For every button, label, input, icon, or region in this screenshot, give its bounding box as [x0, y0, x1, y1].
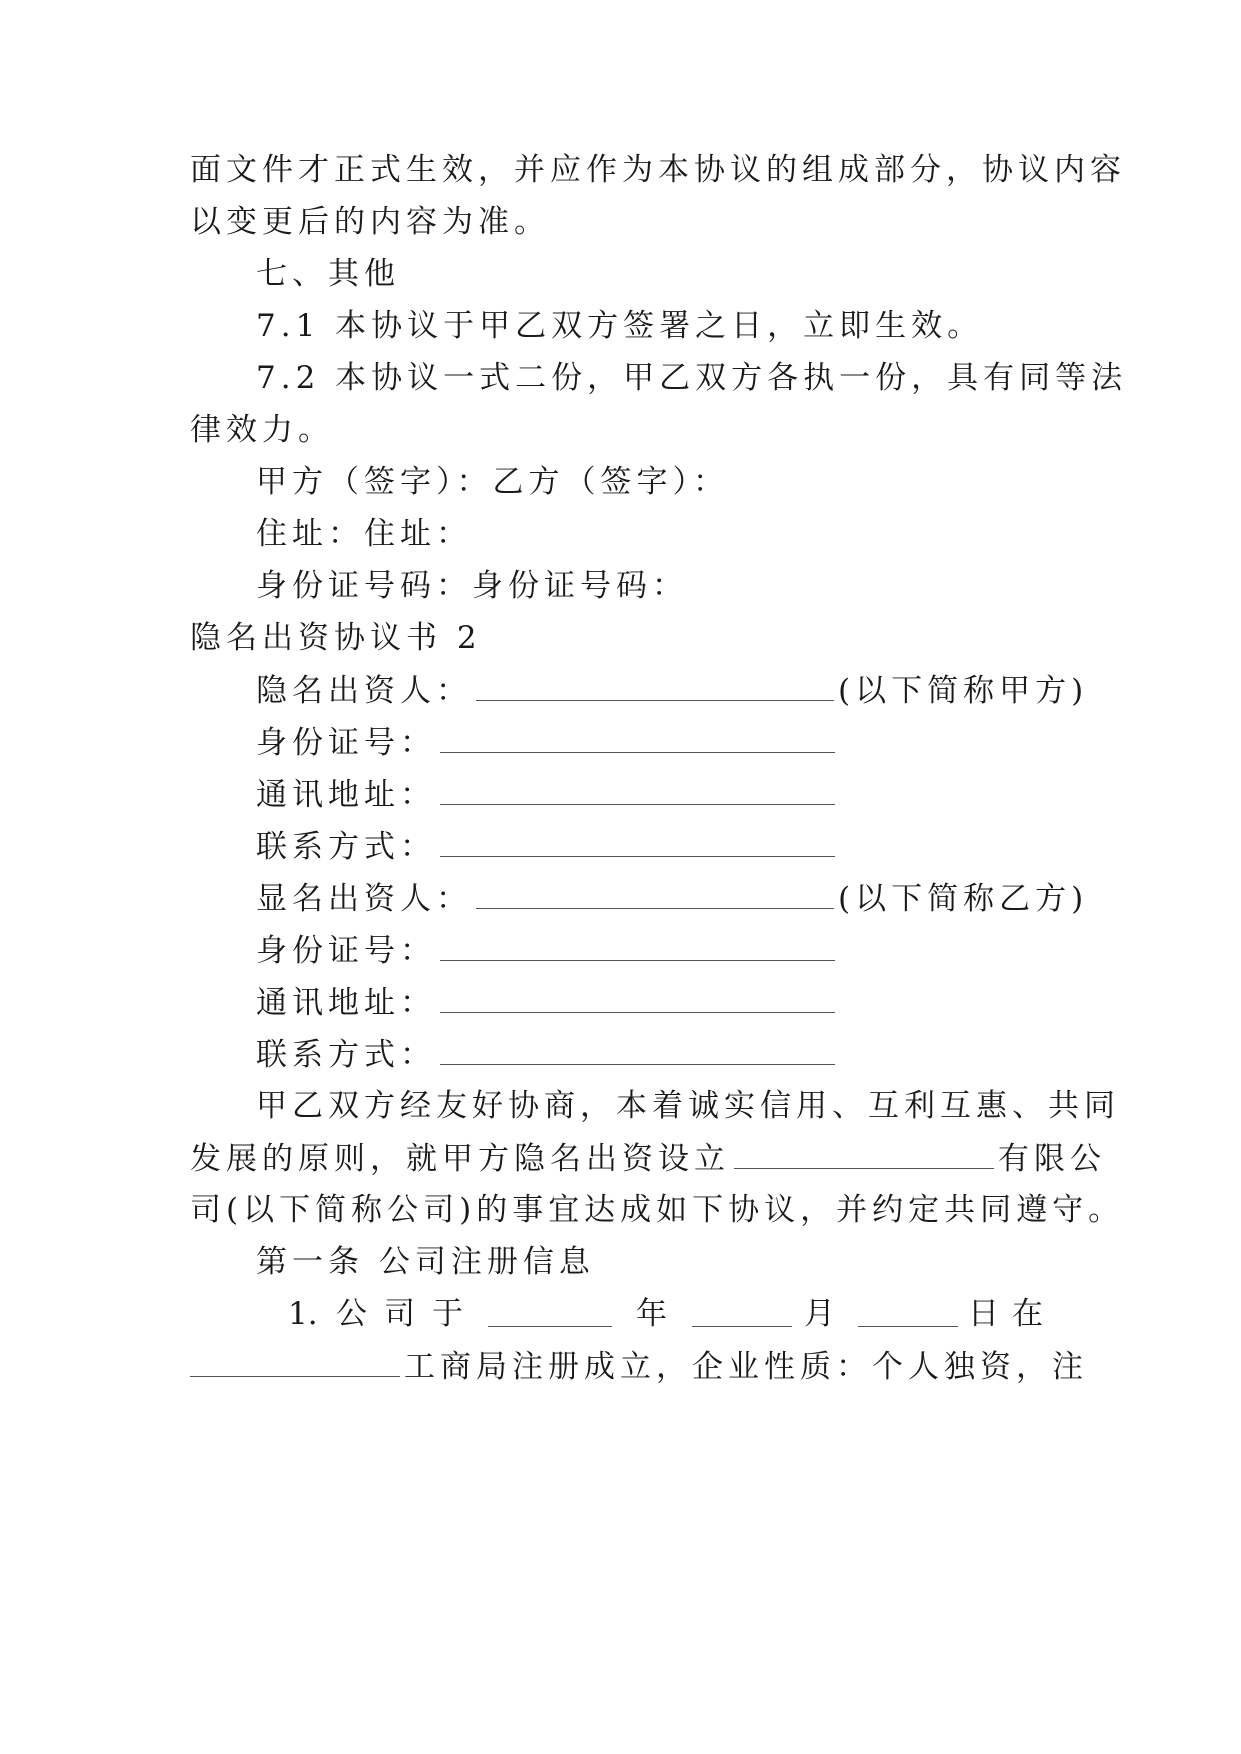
signature-line: 甲方（签字）：乙方（签字）：	[256, 464, 729, 500]
article-1-item-1-cont	[190, 1346, 1088, 1387]
party-a-id-row	[256, 722, 839, 763]
month-blank[interactable]	[692, 1296, 792, 1327]
party-a-id-blank[interactable]	[440, 722, 835, 753]
party-b-name-blank[interactable]	[476, 878, 834, 909]
clause-7-1: 7.1 本协议于甲乙双方签署之日，立即生效。	[256, 308, 984, 344]
item-char: 于	[432, 1296, 463, 1332]
year-label: 年	[636, 1296, 667, 1332]
party-b-contact-blank[interactable]	[440, 1034, 835, 1065]
section-heading: 七、其他	[256, 256, 400, 292]
party-b-suffix: (以下简称乙方)	[838, 881, 1089, 917]
party-a-address-blank[interactable]	[440, 774, 835, 805]
party-a-contact-row	[256, 826, 839, 867]
preamble-line: 司(以下简称公司)的事宜达成如下协议，并约定共同遵守。	[190, 1192, 1125, 1228]
item-char: 司	[384, 1296, 415, 1332]
party-b-address-blank[interactable]	[440, 982, 835, 1013]
year-blank[interactable]	[488, 1296, 612, 1327]
party-b-id-row	[256, 930, 839, 971]
party-a-contact-blank[interactable]	[440, 826, 835, 857]
paragraph-line: 以变更后的内容为准。	[190, 204, 550, 240]
party-b-label: 显名出资人：	[256, 881, 472, 917]
day-label: 日	[968, 1296, 999, 1332]
item-char: 公	[336, 1296, 367, 1332]
preamble-text: 发展的原则，就甲方隐名出资设立	[190, 1141, 730, 1177]
party-b-contact-row	[256, 1034, 839, 1075]
party-b-contact-label: 联系方式：	[256, 1037, 436, 1073]
clause-7-2-cont: 律效力。	[190, 412, 334, 448]
clause-7-2: 7.2 本协议一式二份，甲乙双方各执一份，具有同等法	[256, 360, 1128, 396]
party-a-id-label: 身份证号：	[256, 725, 436, 761]
party-a-suffix: (以下简称甲方)	[838, 673, 1089, 709]
party-a-address-row	[256, 774, 839, 815]
preamble-text: 有限公	[998, 1141, 1106, 1177]
id-number-line: 身份证号码：身份证号码：	[256, 568, 688, 604]
party-a-contact-label: 联系方式：	[256, 829, 436, 865]
address-line: 住址：住址：	[256, 516, 472, 552]
preamble-line	[190, 1138, 1106, 1179]
party-b-id-blank[interactable]	[440, 930, 835, 961]
party-b-row	[256, 878, 1088, 919]
party-b-address-label: 通讯地址：	[256, 985, 436, 1021]
party-a-label: 隐名出资人：	[256, 673, 472, 709]
party-b-id-label: 身份证号：	[256, 933, 436, 969]
bureau-blank[interactable]	[190, 1346, 400, 1377]
preamble-line: 甲乙双方经友好协商，本着诚实信用、互利互惠、共同	[256, 1088, 1120, 1124]
party-a-row	[256, 670, 1088, 711]
company-name-blank[interactable]	[734, 1138, 994, 1169]
party-a-name-blank[interactable]	[476, 670, 834, 701]
month-label: 月	[804, 1296, 835, 1332]
article-heading: 第一条 公司注册信息	[256, 1244, 595, 1280]
day-blank[interactable]	[858, 1296, 958, 1327]
paragraph-line: 面文件才正式生效，并应作为本协议的组成部分，协议内容	[190, 152, 1126, 188]
party-b-address-row	[256, 982, 839, 1023]
item-number: 1.	[288, 1296, 318, 1332]
document-title: 隐名出资协议书 2	[190, 620, 482, 656]
party-a-address-label: 通讯地址：	[256, 777, 436, 813]
item-text: 工商局注册成立，企业性质：个人独资，注	[404, 1349, 1088, 1385]
item-char: 在	[1012, 1296, 1043, 1332]
